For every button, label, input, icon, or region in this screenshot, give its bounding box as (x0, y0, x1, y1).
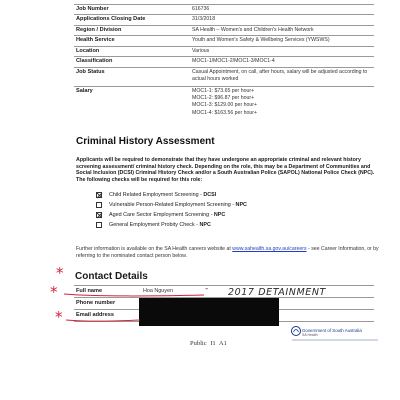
job-value: MOC1-1: $73.65 per hour+ MOC1-2: $96.87 per hour+ MOC1-3: $129.00 per hour+ MOC1-4: $163.56 per hour+ (192, 87, 258, 116)
asterisk-mark: * (50, 283, 58, 301)
check-tag: NPC (199, 222, 211, 228)
government-logo-text (302, 328, 362, 338)
contact-details-heading: Contact Details (75, 271, 148, 282)
job-value: Youth and Women's Safety & Wellbeing Services (YWSWS) (192, 37, 330, 43)
job-label: Job Status (76, 68, 105, 75)
check-label: General Employment Probity Check - (109, 222, 200, 228)
job-label: Location (76, 47, 100, 54)
check-label: Aged Care Sector Employment Screening - (109, 212, 214, 218)
job-value: Various (192, 47, 210, 54)
job-value: 31/3/2018 (192, 16, 216, 22)
job-value: 616736 (192, 5, 210, 12)
careers-link[interactable]: www.sahealth.sa.gov.au/careers (232, 246, 307, 252)
email-underline-stroke (66, 320, 140, 321)
criminal-history-intro: Applicants will be required to demonstrate that they have undergone an appropriate criminal and relevant history screening assessment/ criminal history check. Depending on the role, this may be a Department of Communities and Social Inclusion (DCSI) Criminal History Check and/or a South Australian Police (SAPOL) National Police Check (NPC). The following checks will be required for this role: (76, 157, 375, 183)
check-tag: NPC (235, 202, 247, 208)
handwritten-dash: - (205, 284, 209, 294)
check-tag: DCSI (203, 192, 217, 198)
phone-label: Phone number (76, 300, 116, 306)
job-value: SA Health – Women's and Children's Health Network (192, 26, 314, 33)
job-value: Casual Appointment, on call, after hours, salary will be adjusted according to actual hours worked (192, 68, 368, 82)
check-label: Child Related Employment Screening - (109, 192, 204, 198)
job-label: Salary (76, 87, 93, 94)
full-name-value: Hoa Nguyen (143, 288, 173, 294)
classification-footer: Public I1 A1 (190, 340, 227, 347)
further-text-before: Further information is available on the SA Health careers website at (76, 246, 233, 252)
full-name-label: Full name (76, 288, 103, 294)
job-value: MOC1-1/MOC1-2/MOC1-3/MOC1-4 (192, 58, 275, 64)
handwritten-note: 2017 DETAINMENT (228, 287, 326, 298)
check-tag: NPC (213, 212, 226, 218)
asterisk-mark: * (55, 308, 63, 326)
job-label: Job Number (76, 5, 109, 12)
job-label: Classification (76, 58, 113, 64)
check-label: Vulnerable Person-Related Employment Screening - (109, 202, 236, 208)
email-label: Email address (76, 312, 114, 318)
gov-subtitle: SA Health (302, 333, 318, 337)
criminal-history-heading: Criminal History Assessment (76, 136, 215, 147)
name-underline-stroke (64, 294, 204, 296)
gov-title: Government of South Australia (302, 328, 362, 333)
job-label: Health Service (76, 37, 115, 43)
further-text-after: - see Career Information, or by referring to the nominated contact person below. (76, 246, 379, 259)
job-label: Applications Closing Date (76, 16, 146, 22)
asterisk-mark: * (56, 264, 64, 282)
job-label: Region / Division (76, 26, 122, 33)
